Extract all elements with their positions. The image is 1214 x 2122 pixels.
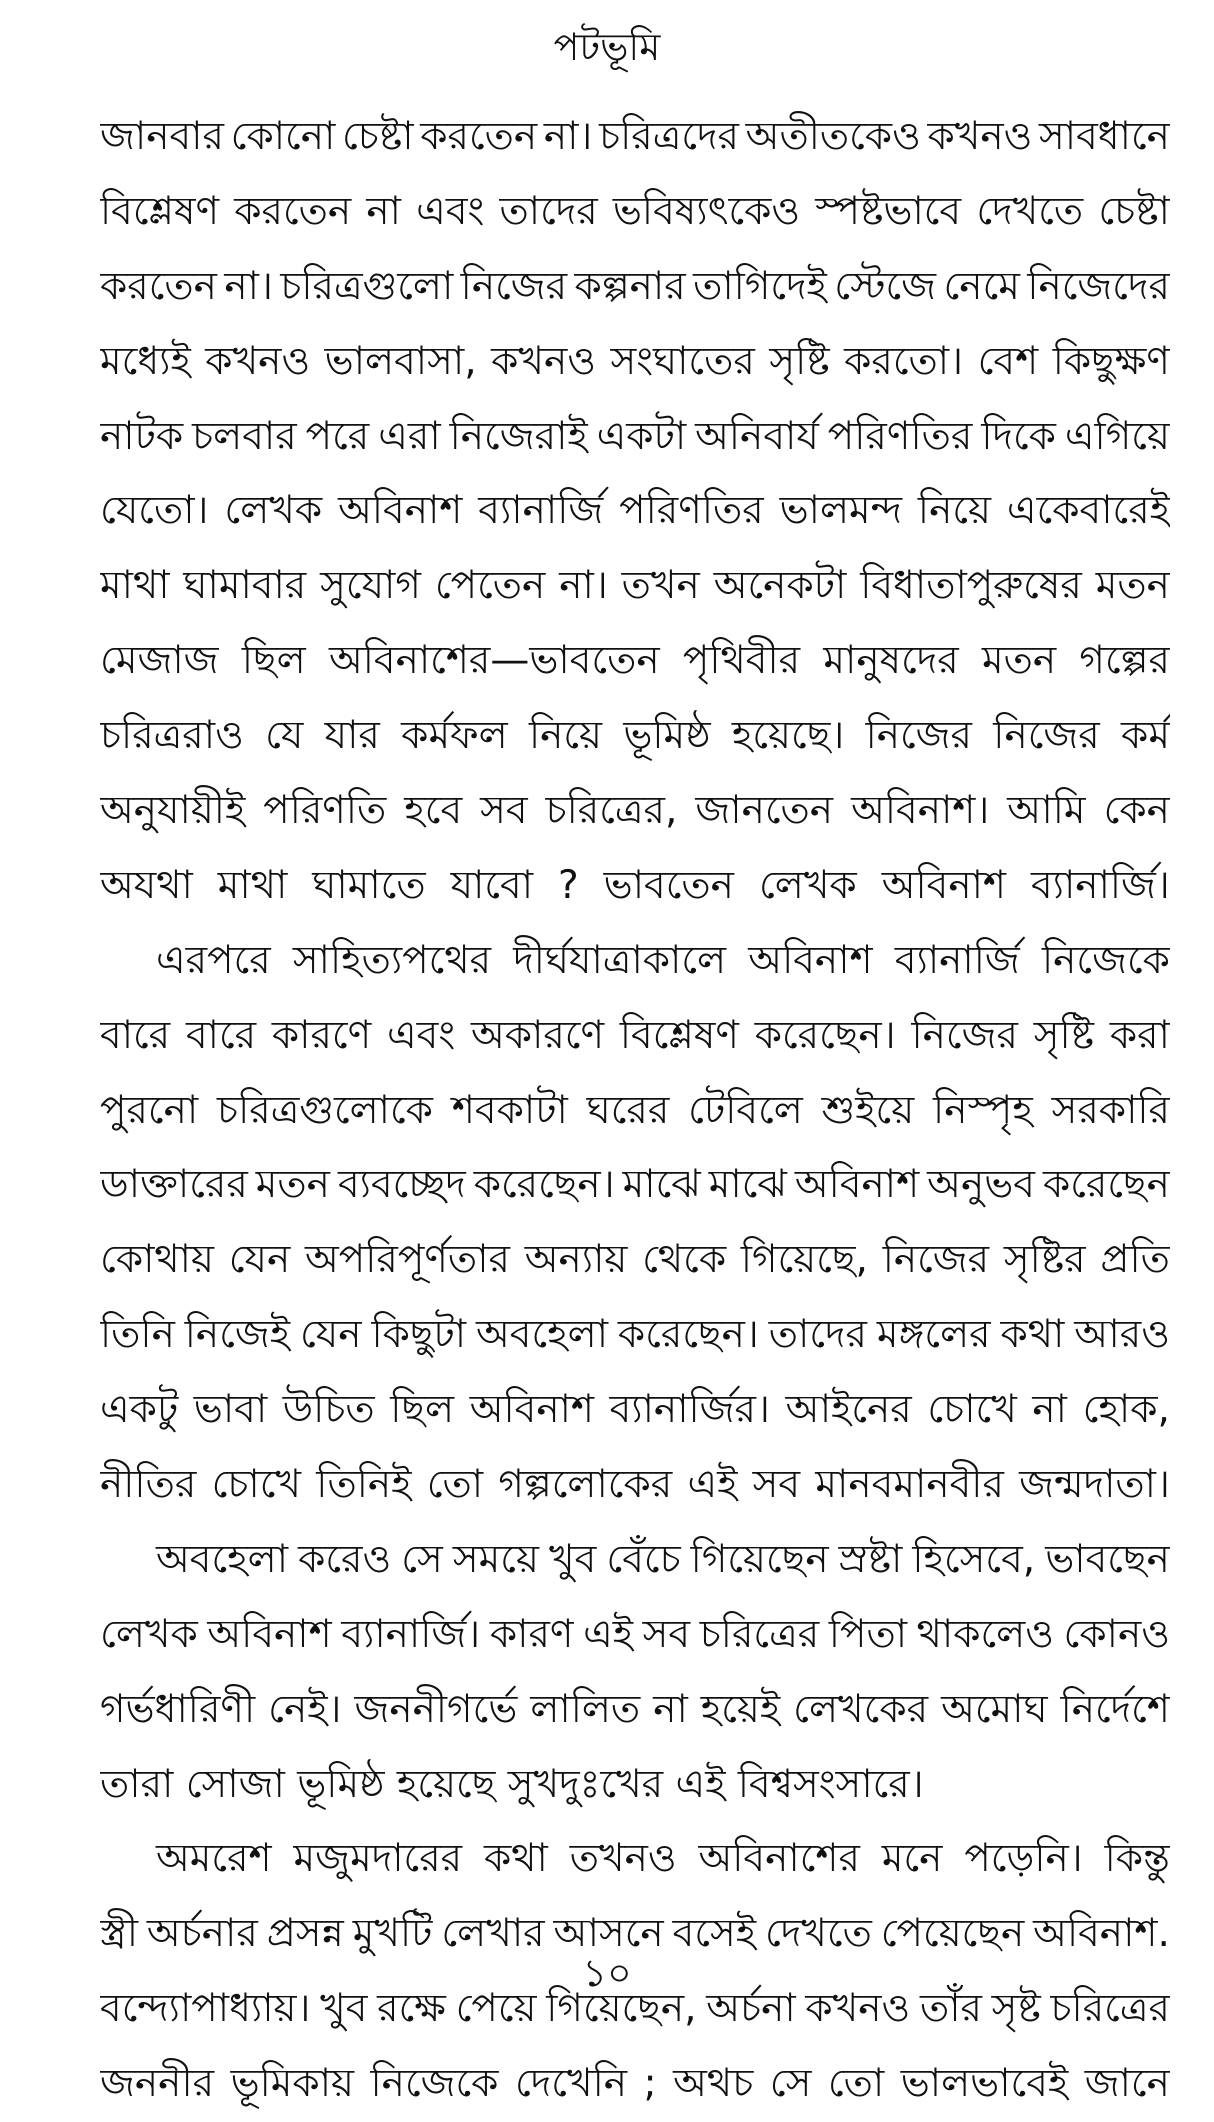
- text-line: তিনি নিজেই যেন কিছুটা অবহেলা করেছেন। তাদের মঙ্গলের কথা আরও: [100, 1312, 1170, 1358]
- text-line: স্ত্রী অর্চনার প্রসন্ন মুখটি লেখার আসনে বসেই দেখতে পেয়েছেন অবিনাশ.: [100, 1911, 1170, 1957]
- text-line: অমরেশ মজুমদারের কথা তখনও অবিনাশের মনে পড়েনি। কিন্তু: [156, 1836, 1170, 1882]
- text-line: করতেন না। চরিত্রগুলো নিজের কল্পনার তাগিদেই স্টেজে নেমে নিজেদের: [100, 263, 1170, 309]
- text-line: নীতির চোখে তিনিই তো গল্পলোকের এই সব মানবমানবীর জন্মদাতা।: [100, 1462, 1170, 1508]
- text-line: কোথায় যেন অপরিপূর্ণতার অন্যায় থেকে গিয়েছে, নিজের সৃষ্টির প্রতি: [100, 1237, 1170, 1283]
- text-line: যেতো। লেখক অবিনাশ ব্যানার্জি পরিণতির ভালমন্দ নিয়ে একেবারেই: [100, 488, 1170, 534]
- running-head-title: পটভূমি: [553, 25, 661, 69]
- text-line: অযথা মাথা ঘামাতে যাবো ? ভাবতেন লেখক অবিনাশ ব্যানার্জি।: [100, 862, 1170, 908]
- text-line: মেজাজ ছিল অবিনাশের—ভাবতেন পৃথিবীর মানুষদের মতন গল্পের: [100, 638, 1170, 684]
- text-line: মাথা ঘামাবার সুযোগ পেতেন না। তখন অনেকটা বিধাতাপুরুষের মতন: [100, 563, 1170, 609]
- text-line: বিশ্লেষণ করতেন না এবং তাদের ভবিষ্যৎকেও স্পষ্টভাবে দেখতে চেষ্টা: [100, 188, 1170, 234]
- text-line: একটু ভাবা উচিত ছিল অবিনাশ ব্যানার্জির। আইনের চোখে না হোক,: [100, 1387, 1170, 1433]
- text-line: গর্ভধারিণী নেই। জননীগর্ভে লালিত না হয়েই লেখকের অমোঘ নির্দেশে: [100, 1686, 1170, 1732]
- text-line: নাটক চলবার পরে এরা নিজেরাই একটা অনিবার্য পরিণতির দিকে এগিয়ে: [100, 413, 1170, 459]
- text-line: মধ্যেই কখনও ভালবাসা, কখনও সংঘাতের সৃষ্টি করতো। বেশ কিছুক্ষণ: [100, 338, 1170, 384]
- text-line: অবহেলা করেও সে সময়ে খুব বেঁচে গিয়েছেন স্রষ্টা হিসেবে, ভাবছেন: [156, 1536, 1170, 1582]
- text-line: জননীর ভূমিকায় নিজেকে দেখেনি ; অথচ সে তো ভালভাবেই জানে: [100, 2061, 1170, 2107]
- body-text: [100, 100, 1170, 2122]
- text-line: পুরনো চরিত্রগুলোকে শবকাটা ঘরের টেবিলে শুইয়ে নিস্পৃহ সরকারি: [100, 1087, 1170, 1133]
- text-line: বারে বারে কারণে এবং অকারণে বিশ্লেষণ করেছেন। নিজের সৃষ্টি করা: [100, 1012, 1170, 1058]
- page-number: ১০: [582, 1951, 632, 1995]
- text-line: তারা সোজা ভূমিষ্ঠ হয়েছে সুখদুঃখের এই বিশ্বসংসারে।: [100, 1761, 924, 1807]
- text-line: লেখক অবিনাশ ব্যানার্জি। কারণ এই সব চরিত্রের পিতা থাকলেও কোনও: [100, 1611, 1170, 1657]
- text-line: ডাক্তারের মতন ব্যবচ্ছেদ করেছেন। মাঝে মাঝে অবিনাশ অনুভব করেছেন: [100, 1162, 1170, 1208]
- text-line: জানবার কোনো চেষ্টা করতেন না। চরিত্রদের অতীতকেও কখনও সাবধানে: [100, 114, 1170, 159]
- text-line: চরিত্ররাও যে যার কর্মফল নিয়ে ভূমিষ্ঠ হয়েছে। নিজের নিজের কর্ম: [100, 713, 1170, 759]
- text-line: অনুযায়ীই পরিণতি হবে সব চরিত্রের, জানতেন অবিনাশ। আমি কেন: [100, 788, 1170, 834]
- text-line: বন্দ্যোপাধ্যায়। খুব রক্ষে পেয়ে গিয়েছেন, অর্চনা কখনও তাঁর সৃষ্ট চরিত্রের: [100, 1986, 1170, 2032]
- text-line: এরপরে সাহিত্যপথের দীর্ঘযাত্রাকালে অবিনাশ ব্যানার্জি নিজেকে: [156, 937, 1170, 983]
